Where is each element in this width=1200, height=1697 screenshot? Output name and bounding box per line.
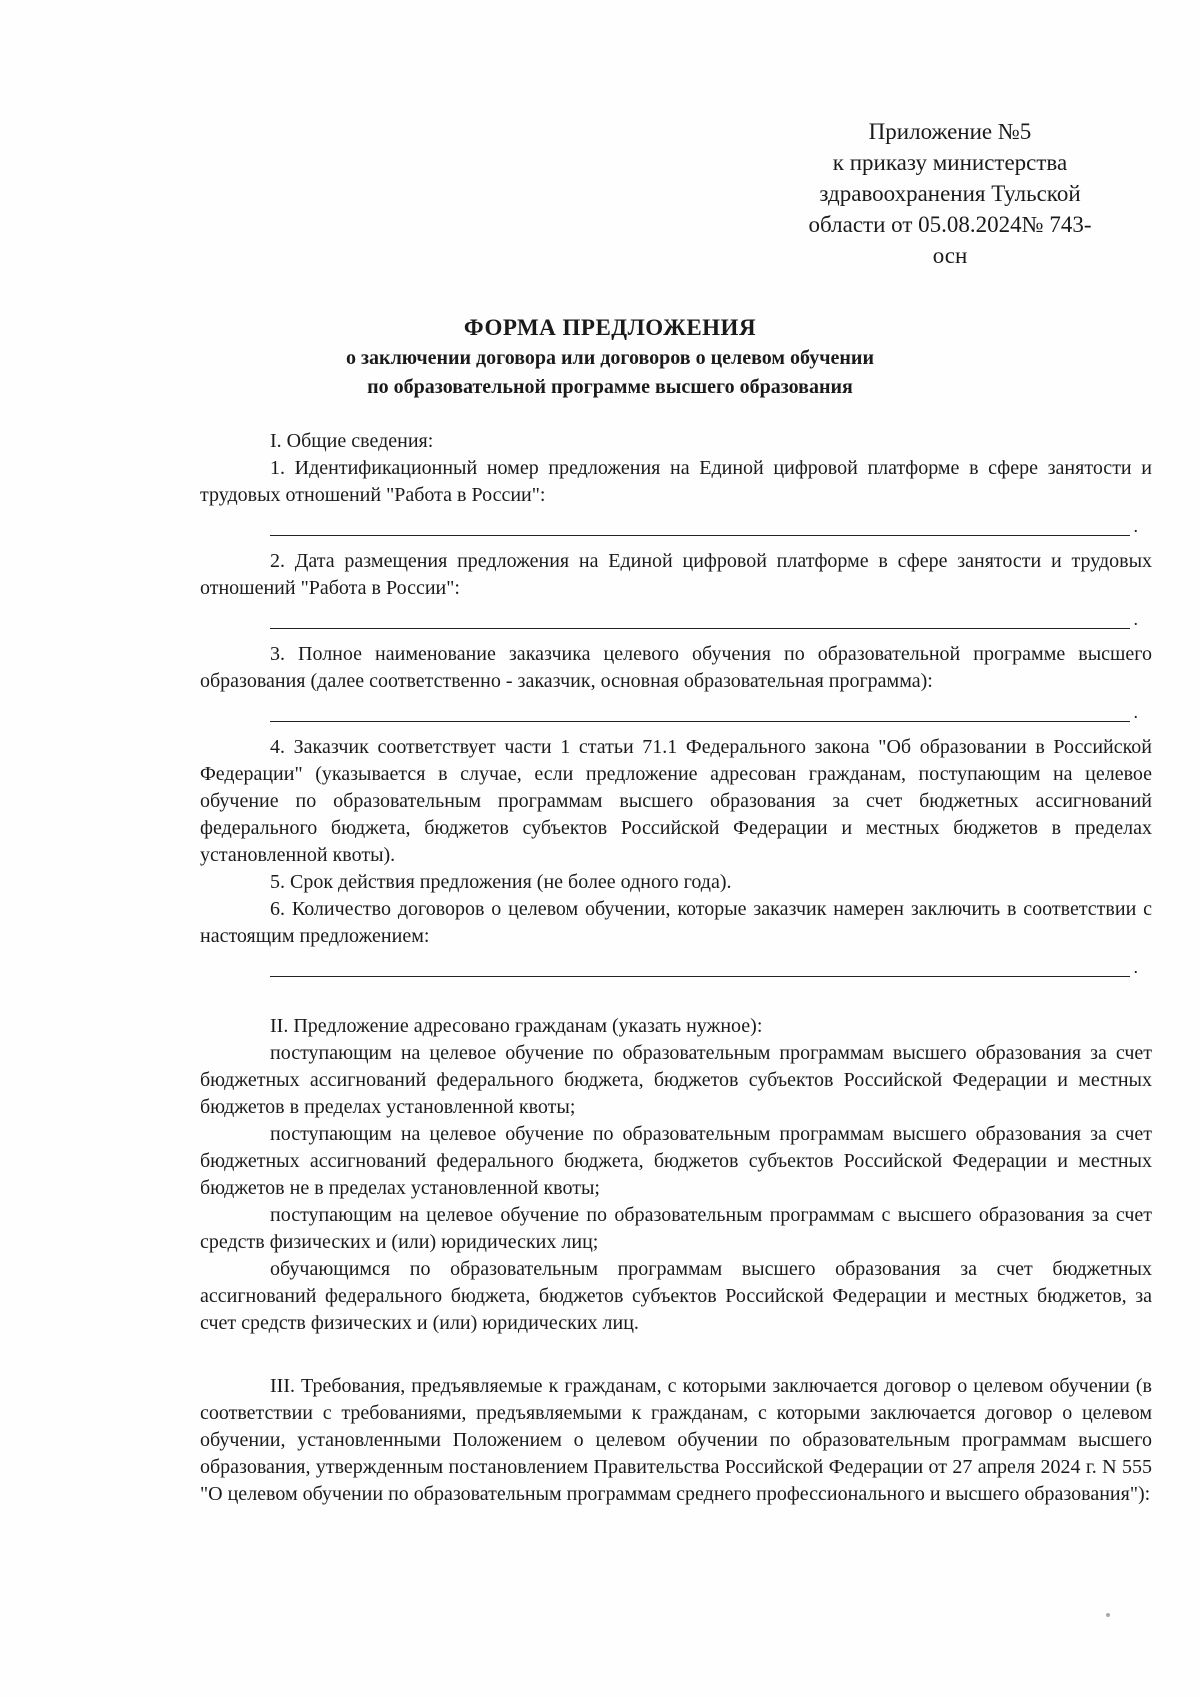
line-end-mark: . bbox=[1133, 516, 1138, 536]
document-body bbox=[200, 428, 1152, 1508]
document-title bbox=[200, 312, 1020, 402]
section-1-item-3: 3. Полное наименование заказчика целевого обучения по образовательной программе высшего образования (далее соответственно - заказчик, основная образовательная программа): bbox=[200, 643, 1152, 692]
section-1-item-4: 4. Заказчик соответствует части 1 статьи 71.1 Федерального закона "Об образовании в Российской Федерации" (указывается в случае, если предложение адресован гражданам, поступающим на целевое обучение по образовательным программам высшего образования за счет бюджетных ассигнований федерального бюджета, бюджетов субъектов Российской Федерации и местных бюджетов в пределах установленной квоты). bbox=[200, 736, 1152, 866]
section-2-option-1: поступающим на целевое обучение по образовательным программам высшего образования за счет бюджетных ассигнований федерального бюджета, бюджетов субъектов Российской Федерации и местных бюджетов в пределах установленной квоты; bbox=[200, 1042, 1152, 1118]
appendix-number: Приложение №5 bbox=[868, 119, 1032, 144]
appendix-order-line: к приказу министерства bbox=[832, 150, 1068, 175]
section-1-item-2: 2. Дата размещения предложения на Единой цифровой платформе в сфере занятости и трудовых отношений "Работа в России": bbox=[200, 550, 1152, 599]
section-2-option-3: поступающим на целевое обучение по образовательным программам с высшего образования за счет средств физических и (или) юридических лиц; bbox=[200, 1204, 1152, 1253]
section-1-heading: I. Общие сведения: bbox=[270, 430, 434, 452]
title-subtitle-2: по образовательной программе высшего образования bbox=[367, 376, 853, 398]
appendix-date-line: области от 05.08.2024№ 743- bbox=[808, 212, 1092, 237]
title-subtitle-1: о заключении договора или договоров о целевом обучении bbox=[346, 347, 874, 369]
section-1-item-1: 1. Идентификационный номер предложения на Единой цифровой платформе в сфере занятости и трудовых отношений "Работа в России": bbox=[200, 457, 1152, 506]
fill-line-item-2 bbox=[270, 608, 1138, 629]
title-main: ФОРМА ПРЕДЛОЖЕНИЯ bbox=[463, 315, 757, 340]
section-3-text: III. Требования, предъявляемые к гражданам, с которыми заключается договор о целевом обучении (в соответствии с требованиями, предъявляемыми к гражданам, с которыми заключается договор о целевом обучении, установленными Положением о целевом обучении по образовательным программам высшего образования, утвержденным постановлением Правительства Российской Федерации от 27 апреля 2024 г. N 555 "О целевом обучении по образовательным программам среднего профессионального и высшего образования"): bbox=[200, 1375, 1152, 1505]
section-1-item-5: 5. Срок действия предложения (не более одного года). bbox=[270, 871, 732, 893]
appendix-ministry-line: здравоохранения Тульской bbox=[819, 181, 1081, 206]
line-end-mark: . bbox=[1133, 609, 1138, 629]
section-1-item-6: 6. Количество договоров о целевом обучении, которые заказчик намерен заключить в соответствии с настоящим предложением: bbox=[200, 898, 1152, 947]
section-2-option-2: поступающим на целевое обучение по образовательным программам высшего образования за счет бюджетных ассигнований федерального бюджета, бюджетов субъектов Российской Федерации и местных бюджетов не в пределах установленной квоты; bbox=[200, 1123, 1152, 1199]
fill-line-item-3 bbox=[270, 701, 1138, 722]
line-end-mark: . bbox=[1133, 957, 1138, 977]
scan-speck bbox=[1106, 1613, 1110, 1617]
section-2-heading: II. Предложение адресовано гражданам (указать нужное): bbox=[270, 1015, 763, 1037]
appendix-suffix-line: осн bbox=[932, 243, 968, 268]
section-2-option-4: обучающимся по образовательным программам высшего образования за счет бюджетных ассигнований федерального бюджета, бюджетов субъектов Российской Федерации и местных бюджетов, за счет средств физических и (или) юридических лиц. bbox=[200, 1258, 1152, 1334]
line-end-mark: . bbox=[1133, 702, 1138, 722]
fill-line-item-6 bbox=[270, 956, 1138, 977]
appendix-header bbox=[780, 116, 1120, 271]
fill-line-item-1 bbox=[270, 515, 1138, 536]
